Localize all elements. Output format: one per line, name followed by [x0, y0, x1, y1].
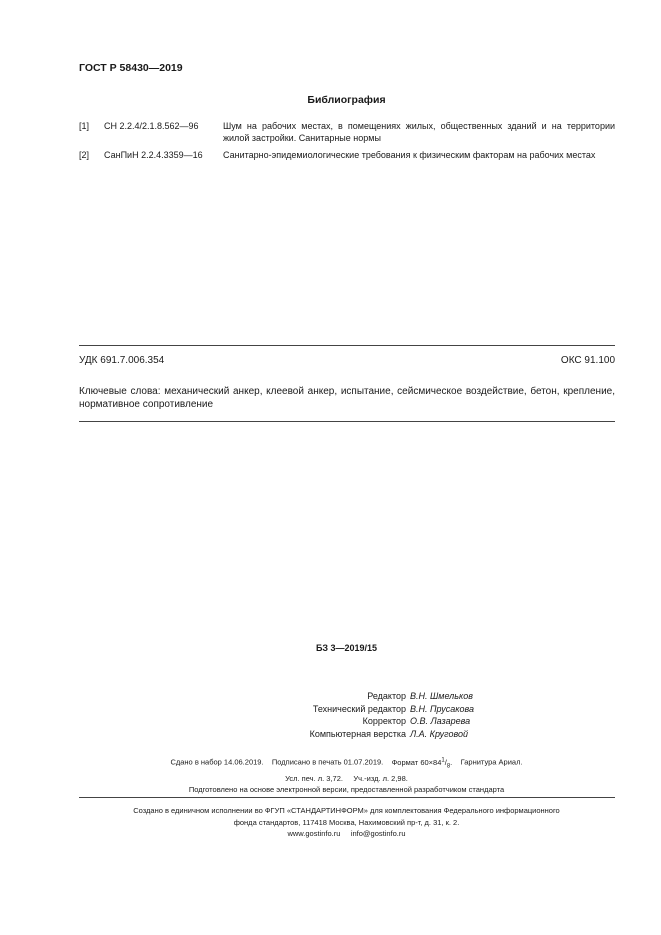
- keywords: Ключевые слова: механический анкер, клеевой анкер, испытание, сейсмическое воздействие, бетон, крепление, нормативное сопротивление: [79, 386, 615, 410]
- credit-role: Корректор: [362, 716, 406, 726]
- credit-name: О.В. Лазарева: [410, 716, 471, 726]
- publisher-line-1: Создано в единичном исполнении во ФГУП «СТАНДАРТИНФОРМ» для комплектования Федерального информационного: [133, 806, 560, 815]
- imprint-signed: Подписано в печать 01.07.2019.: [271, 757, 384, 767]
- bibliography-item: [79, 149, 615, 161]
- imprint-format-denominator: 8: [446, 763, 451, 769]
- imprint-line-1: [0, 755, 661, 773]
- imprint: [0, 755, 661, 796]
- imprint-pub-sheets: Уч.-изд. л. 2,98.: [353, 773, 408, 783]
- credit-row: [180, 703, 510, 716]
- document-code: ГОСТ Р 58430—2019: [79, 62, 183, 74]
- credit-row: [180, 690, 510, 703]
- credit-role: Редактор: [367, 691, 406, 701]
- credit-name: В.Н. Прусакова: [410, 703, 474, 714]
- publisher-website-link[interactable]: www.gostinfo.ru: [287, 829, 341, 838]
- credits: [180, 690, 510, 740]
- credit-row: [180, 728, 510, 741]
- bibliography-item-code: СанПиН 2.2.4.3359—16: [104, 150, 203, 160]
- imprint-print-sheets: Усл. печ. л. 3,72.: [285, 773, 343, 783]
- top-divider: [79, 345, 615, 346]
- imprint-sent: Сдано в набор 14.06.2019.: [170, 757, 264, 767]
- imprint-format-prefix: Формат 60×84: [391, 757, 442, 767]
- bz-number: БЗ 3—2019/15: [315, 643, 378, 653]
- bibliography-item-text: Санитарно-эпидемиологические требования к физическим факторам на рабочих местах: [223, 150, 596, 160]
- bibliography-item-text: Шум на рабочих местах, в помещениях жилых, общественных зданий и на территории жилой застройки. Санитарные нормы: [223, 121, 615, 143]
- publisher-email-link[interactable]: info@gostinfo.ru: [350, 829, 406, 838]
- imprint-format: Формат $60\times 84^1/_8$.: [391, 757, 453, 769]
- imprint-prepared: Подготовлено на основе электронной версии, предоставленной разработчиком стандарта: [188, 785, 505, 794]
- bibliography-item: [79, 120, 615, 144]
- bibliography-item-number: [1]: [79, 121, 90, 131]
- bibliography-item-code: СН 2.2.4/2.1.8.562—96: [104, 121, 199, 131]
- credit-name: Л.А. Круговой: [410, 728, 469, 739]
- credit-row: [180, 715, 510, 728]
- imprint-line-2: [0, 773, 661, 785]
- imprint-font: Гарнитура Ариал.: [460, 757, 523, 767]
- credit-role: Компьютерная верстка: [309, 728, 406, 739]
- credit-role: Технический редактор: [312, 703, 406, 714]
- publisher-divider: [79, 797, 615, 798]
- publisher-info: [0, 805, 661, 840]
- udk-code: УДК 691.7.006.354: [79, 355, 165, 366]
- imprint-format-numerator: 1: [441, 757, 445, 763]
- publisher-line-2: фонда стандартов, 117418 Москва, Нахимовский пр-т, д. 31, к. 2.: [233, 817, 460, 827]
- bibliography-item-number: [2]: [79, 150, 90, 160]
- oks-code: ОКС 91.100: [560, 355, 615, 366]
- bibliography-title: Библиография: [307, 94, 386, 106]
- credit-name: В.Н. Шмельков: [410, 691, 473, 701]
- publisher-contacts: [0, 828, 661, 840]
- bottom-divider: [79, 421, 615, 422]
